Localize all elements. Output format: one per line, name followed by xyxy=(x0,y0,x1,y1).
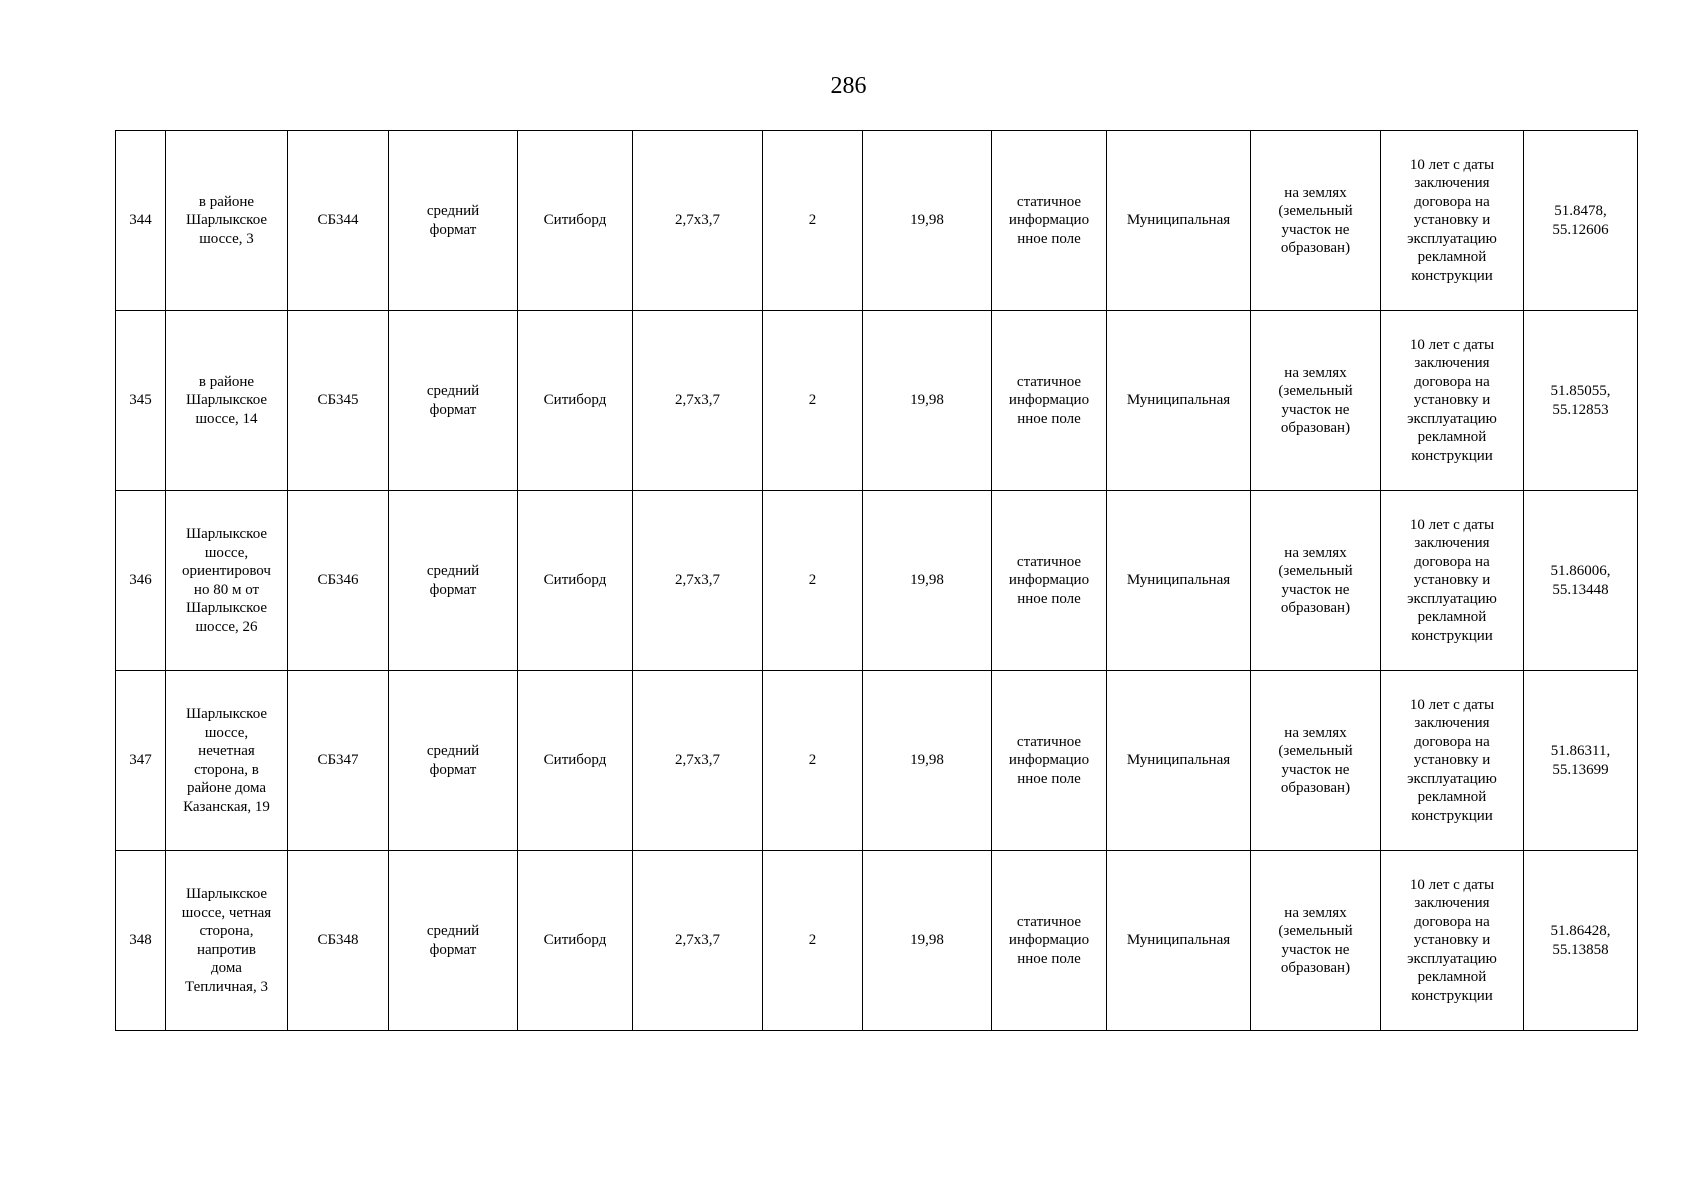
coordinates-cell: 51.85055, 55.12853 xyxy=(1524,311,1638,491)
structure-type-cell: Ситиборд xyxy=(518,491,633,671)
info-field-type-cell: статичное информацио нное поле xyxy=(992,851,1107,1031)
structure-code-cell: СБ345 xyxy=(288,311,389,491)
structure-code-cell: СБ346 xyxy=(288,491,389,671)
structure-type-cell: Ситиборд xyxy=(518,671,633,851)
land-status-cell: на землях (земельный участок не образован) xyxy=(1251,671,1381,851)
contract-term-cell: 10 лет с даты заключения договора на установку и эксплуатацию рекламной конструкции xyxy=(1381,491,1524,671)
format-cell: средний формат xyxy=(389,311,518,491)
info-field-type-cell: статичное информацио нное поле xyxy=(992,671,1107,851)
info-field-type-cell: статичное информацио нное поле xyxy=(992,311,1107,491)
area-cell: 19,98 xyxy=(863,131,992,311)
contract-term-cell: 10 лет с даты заключения договора на установку и эксплуатацию рекламной конструкции xyxy=(1381,311,1524,491)
coordinates-cell: 51.86428, 55.13858 xyxy=(1524,851,1638,1031)
format-cell: средний формат xyxy=(389,491,518,671)
table-row xyxy=(116,671,1638,851)
contract-term-cell: 10 лет с даты заключения договора на установку и эксплуатацию рекламной конструкции xyxy=(1381,851,1524,1031)
table-row xyxy=(116,131,1638,311)
structure-type-cell: Ситиборд xyxy=(518,131,633,311)
land-status-cell: на землях (земельный участок не образован) xyxy=(1251,311,1381,491)
size-cell: 2,7x3,7 xyxy=(633,671,763,851)
sides-count-cell: 2 xyxy=(763,131,863,311)
ownership-cell: Муниципальная xyxy=(1107,491,1251,671)
row-number-cell: 345 xyxy=(116,311,166,491)
structure-type-cell: Ситиборд xyxy=(518,311,633,491)
area-cell: 19,98 xyxy=(863,311,992,491)
ad-structures-table xyxy=(115,130,1638,1031)
format-cell: средний формат xyxy=(389,131,518,311)
page-number: 286 xyxy=(830,73,867,99)
row-number-cell: 344 xyxy=(116,131,166,311)
address-cell: Шарлыкское шоссе, четная сторона, напротив дома Тепличная, 3 xyxy=(166,851,288,1031)
address-cell: в районе Шарлыкское шоссе, 14 xyxy=(166,311,288,491)
size-cell: 2,7x3,7 xyxy=(633,851,763,1031)
ownership-cell: Муниципальная xyxy=(1107,671,1251,851)
info-field-type-cell: статичное информацио нное поле xyxy=(992,491,1107,671)
area-cell: 19,98 xyxy=(863,671,992,851)
ownership-cell: Муниципальная xyxy=(1107,311,1251,491)
table-row xyxy=(116,851,1638,1031)
size-cell: 2,7x3,7 xyxy=(633,131,763,311)
address-cell: Шарлыкское шоссе, ориентировоч но 80 м от Шарлыкское шоссе, 26 xyxy=(166,491,288,671)
row-number-cell: 346 xyxy=(116,491,166,671)
size-cell: 2,7x3,7 xyxy=(633,491,763,671)
address-cell: в районе Шарлыкское шоссе, 3 xyxy=(166,131,288,311)
structure-code-cell: СБ348 xyxy=(288,851,389,1031)
format-cell: средний формат xyxy=(389,851,518,1031)
sides-count-cell: 2 xyxy=(763,491,863,671)
structure-code-cell: СБ347 xyxy=(288,671,389,851)
row-number-cell: 348 xyxy=(116,851,166,1031)
ownership-cell: Муниципальная xyxy=(1107,131,1251,311)
sides-count-cell: 2 xyxy=(763,311,863,491)
land-status-cell: на землях (земельный участок не образован) xyxy=(1251,491,1381,671)
structure-code-cell: СБ344 xyxy=(288,131,389,311)
coordinates-cell: 51.86311, 55.13699 xyxy=(1524,671,1638,851)
sides-count-cell: 2 xyxy=(763,671,863,851)
info-field-type-cell: статичное информацио нное поле xyxy=(992,131,1107,311)
table-row xyxy=(116,311,1638,491)
structure-type-cell: Ситиборд xyxy=(518,851,633,1031)
coordinates-cell: 51.86006, 55.13448 xyxy=(1524,491,1638,671)
coordinates-cell: 51.8478, 55.12606 xyxy=(1524,131,1638,311)
row-number-cell: 347 xyxy=(116,671,166,851)
area-cell: 19,98 xyxy=(863,491,992,671)
address-cell: Шарлыкское шоссе, нечетная сторона, в районе дома Казанская, 19 xyxy=(166,671,288,851)
area-cell: 19,98 xyxy=(863,851,992,1031)
format-cell: средний формат xyxy=(389,671,518,851)
sides-count-cell: 2 xyxy=(763,851,863,1031)
table-row xyxy=(116,491,1638,671)
ownership-cell: Муниципальная xyxy=(1107,851,1251,1031)
contract-term-cell: 10 лет с даты заключения договора на установку и эксплуатацию рекламной конструкции xyxy=(1381,671,1524,851)
size-cell: 2,7x3,7 xyxy=(633,311,763,491)
land-status-cell: на землях (земельный участок не образован) xyxy=(1251,851,1381,1031)
land-status-cell: на землях (земельный участок не образован) xyxy=(1251,131,1381,311)
contract-term-cell: 10 лет с даты заключения договора на установку и эксплуатацию рекламной конструкции xyxy=(1381,131,1524,311)
